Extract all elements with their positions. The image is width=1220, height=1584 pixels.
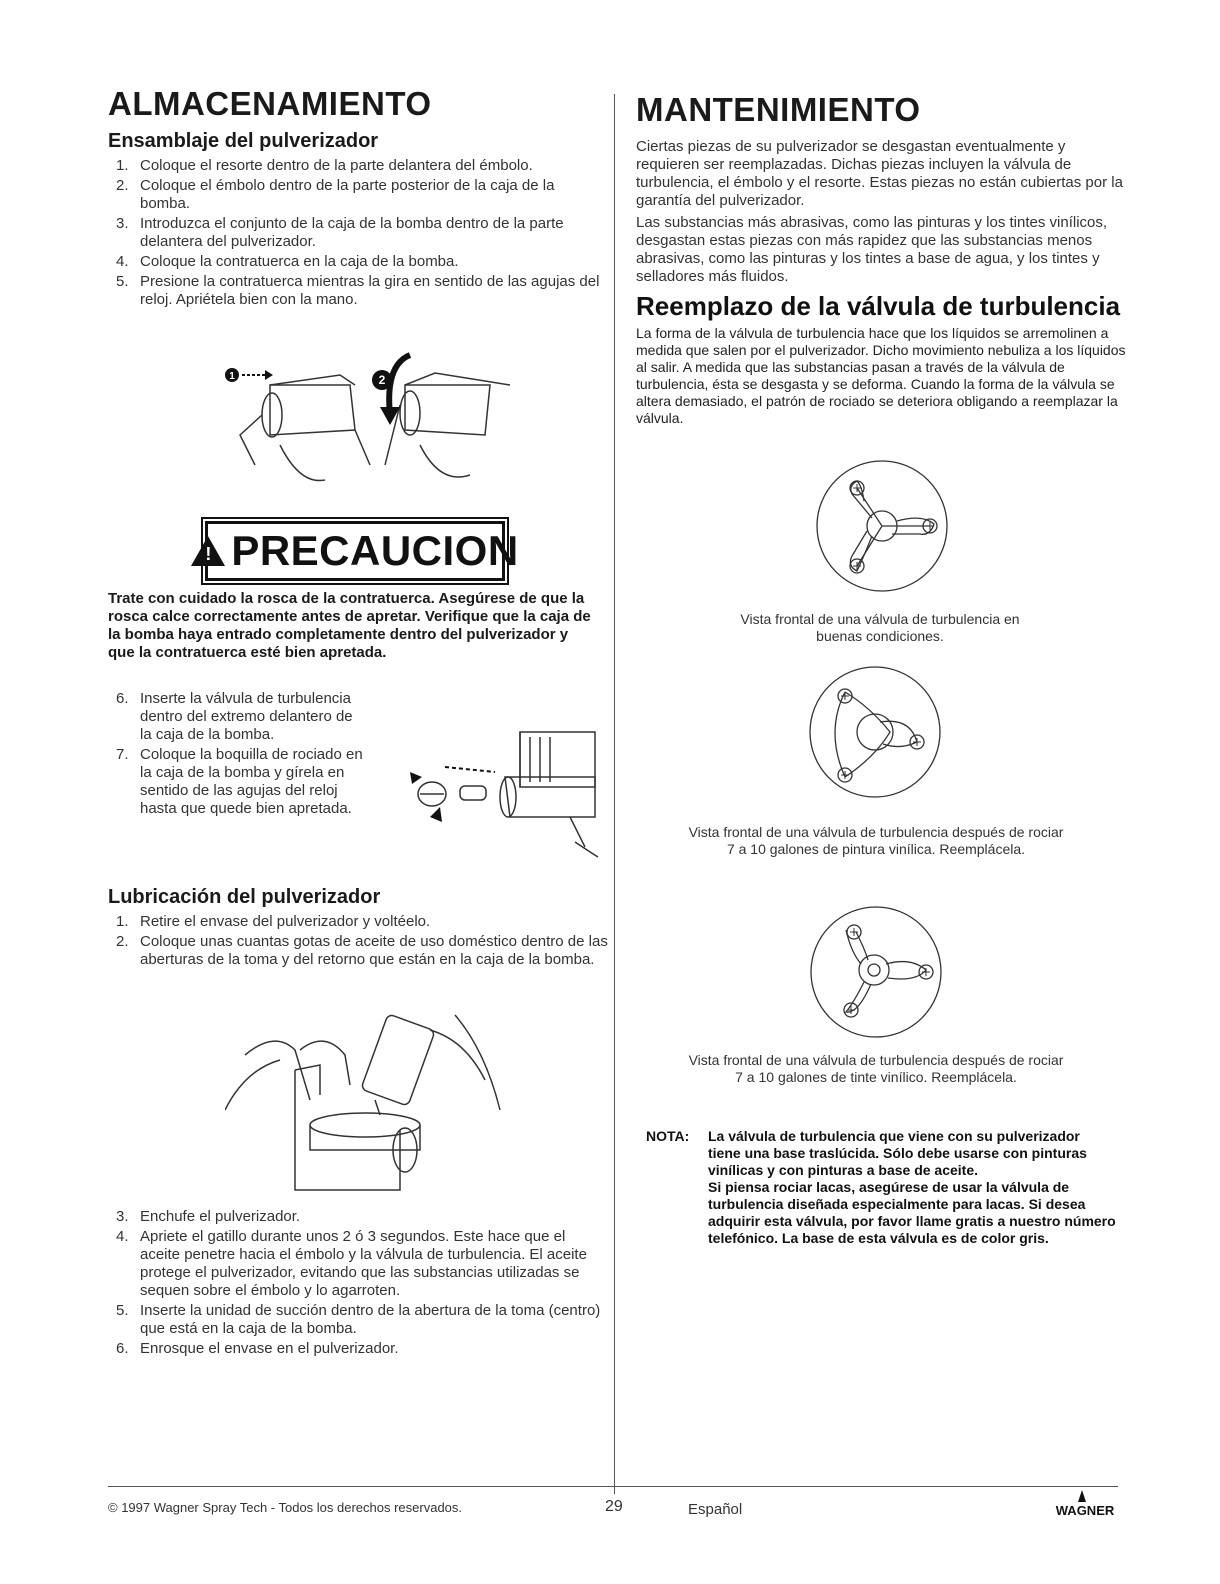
maintenance-intro-2: Las substancias más abrasivas, como las pinturas y los tintes vinílicos, desgastan estas piezas con más rapidez que las substancias menos abrasivas, como las pinturas y los tintes a base de agua, y los tintes y selladores más fluidos. xyxy=(636,214,1108,286)
lubrication-illustration xyxy=(225,1010,505,1200)
caution-text: Trate con cuidado la rosca de la contratuerca. Asegúrese de que la rosca calce correctamente antes de apretar. Verifique que la caja de la bomba haya entrado completamente dentro del pulverizador y que la contratuerca esté bien apretada. xyxy=(108,590,591,661)
valve-good-caption: Vista frontal de una válvula de turbulencia en buenas condiciones. xyxy=(740,611,1020,644)
marker-1 xyxy=(225,368,239,382)
list-item: 7. Coloque la boquilla de rociado en la caja de la bomba y gírela en sentido de las agujas del reloj hasta que quede bien apretada. xyxy=(116,746,363,817)
list-item: 4. Apriete el gatillo durante unos 2 ó 3 segundos. Este hace que el aceite penetre hacia el émbolo y la válvula de turbulencia. El aceite protege el pulverizador, evitando que las substancias utilizadas se sequen sobre el émbolo y lo agarroten. xyxy=(116,1228,587,1299)
brand-mark-icon xyxy=(1046,1488,1124,1518)
note-block xyxy=(646,1128,1116,1247)
svg-text:1: 1 xyxy=(229,371,235,382)
list-item: 6. Enrosque el envase en el pulverizador. xyxy=(116,1340,399,1357)
replace-text: La forma de la válvula de turbulencia hace que los líquidos se arremolinen a medida que salen por el pulverizador. Dicho movimiento nebuliza a los líquidos al salir. A medida que las substancias pasan a través de la válvula de turbulencia, ésta se desgasta y se deforma. Cuando la forma de la válvula se altera demasiado, el patrón de rociado se deteriora obligando a reemplazar la válvula. xyxy=(636,324,1126,426)
valve-paint-illustration xyxy=(805,662,945,802)
wagner-logo xyxy=(1046,1488,1124,1518)
list-item: 1. Retire el envase del pulverizador y voltéelo. xyxy=(116,913,431,930)
list-item: 6. Inserte la válvula de turbulencia dentro del extremo delantero de la caja de la bomba. xyxy=(116,690,353,743)
maintenance-intro-1: Ciertas piezas de su pulverizador se desgastan eventualmente y requieren ser reemplazadas. Dichas piezas incluyen la válvula de turbulencia, el émbolo y el resorte. Estas piezas no están cubiertas por la garantía del pulverizador. xyxy=(636,138,1123,210)
replace-heading: Reemplazo de la válvula de turbulencia xyxy=(636,291,1121,322)
nozzle-illustration xyxy=(400,722,600,862)
list-item: 5. Inserte la unidad de succión dentro de la abertura de la toma (centro) que está en la caja de la bomba. xyxy=(116,1302,601,1337)
lubrication-section xyxy=(108,886,608,971)
storage-title: ALMACENAMIENTO xyxy=(108,85,432,122)
assembly-illustration xyxy=(220,345,520,505)
note-text-1: La válvula de turbulencia que viene con su pulverizador tiene una base traslúcida. Sólo debe usarse con pinturas vinílicas y con pinturas a base de aceite. xyxy=(708,1128,1087,1178)
marker-2 xyxy=(372,370,392,390)
lubrication-steps-continued xyxy=(108,1208,608,1360)
assembly-heading: Ensamblaje del pulverizador xyxy=(108,130,379,153)
maintenance-section xyxy=(636,92,1132,427)
list-item: 1. Coloque el resorte dentro de la parte delantera del émbolo. xyxy=(116,157,533,175)
lubrication-heading: Lubricación del pulverizador xyxy=(108,886,381,908)
caution-banner xyxy=(205,521,519,581)
note-label: NOTA: xyxy=(646,1128,690,1144)
footer-rule xyxy=(108,1486,1118,1487)
valve-good-illustration xyxy=(812,456,952,596)
storage-section xyxy=(108,86,608,311)
column-divider xyxy=(614,94,615,1494)
list-item: 3. Enchufe el pulverizador. xyxy=(116,1208,301,1225)
nozzle-steps xyxy=(108,690,368,820)
valve-paint-caption: Vista frontal de una válvula de turbulencia después de rociar 7 a 10 galones de pintura vinílica. Reemplácela. xyxy=(688,824,1064,857)
copyright: © 1997 Wagner Spray Tech - Todos los derechos reservados. xyxy=(108,1500,463,1515)
valve-stain-caption: Vista frontal de una válvula de turbulencia después de rociar 7 a 10 galones de tinte vinílico. Reemplácela. xyxy=(688,1052,1064,1085)
assembly-steps xyxy=(108,157,608,309)
warning-icon: ! xyxy=(191,536,225,566)
list-item: 4. Coloque la contratuerca en la caja de la bomba. xyxy=(116,253,459,271)
note-text-2: Si piensa rociar lacas, asegúrese de usar la válvula de turbulencia diseñada especialmente para lacas. Si desea adquirir esta válvula, por favor llame gratis a nuestro número telefónico. La base de esta válvula es de color gris. xyxy=(708,1179,1116,1246)
page-number: 29 xyxy=(605,1498,623,1515)
valve-stain-illustration xyxy=(806,902,948,1042)
list-item: 5. Presione la contratuerca mientras la gira en sentido de las agujas del reloj. Apriétela bien con la mano. xyxy=(116,273,600,309)
caution-title: PRECAUCION xyxy=(231,527,519,574)
svg-text:2: 2 xyxy=(378,373,386,387)
list-item: 3. Introduzca el conjunto de la caja de la bomba dentro de la parte delantera del pulverizador. xyxy=(116,215,564,251)
list-item: 2. Coloque unas cuantas gotas de aceite de uso doméstico dentro de las aberturas de la toma y del retorno que están en la caja de la bomba. xyxy=(116,933,608,968)
language-label: Español xyxy=(688,1501,743,1518)
list-item: 2. Coloque el émbolo dentro de la parte posterior de la caja de la bomba. xyxy=(116,177,555,213)
maintenance-title: MANTENIMIENTO xyxy=(636,91,921,128)
svg-text:WAGNER: WAGNER xyxy=(1055,1503,1115,1518)
